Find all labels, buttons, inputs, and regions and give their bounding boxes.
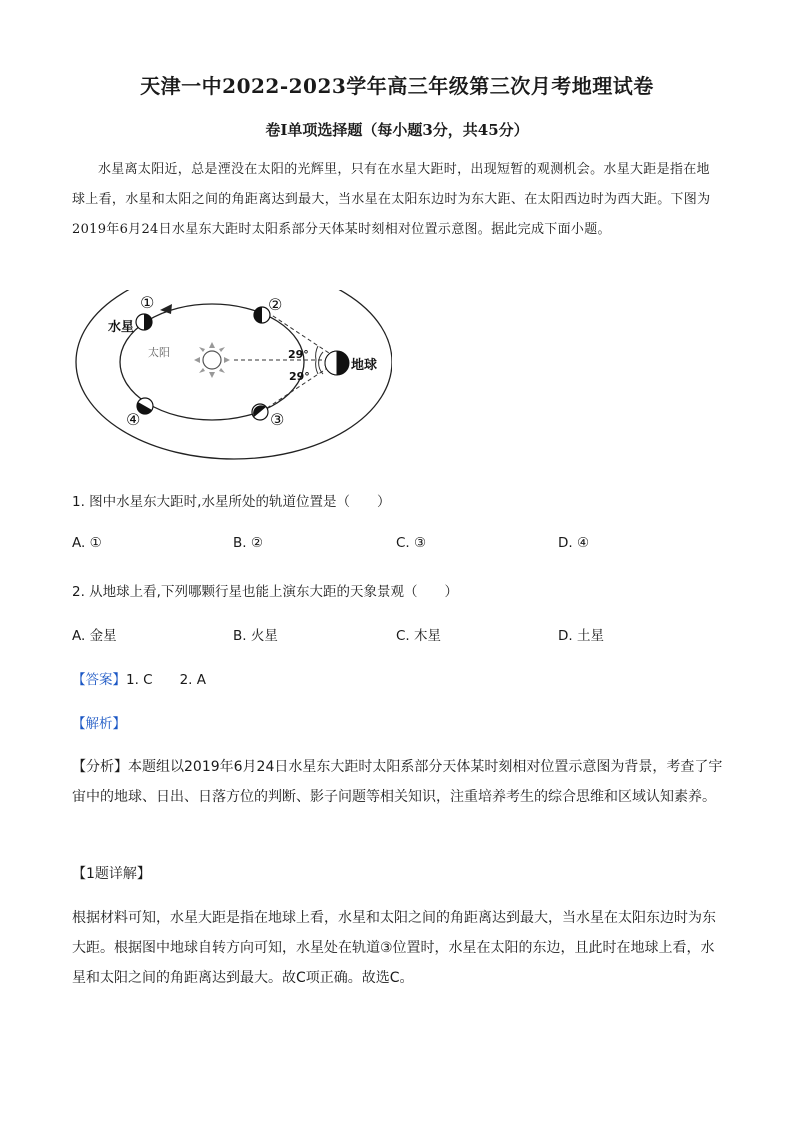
analysis-tag: 【解析】 [72,716,126,732]
detail-1-text: 根据材料可知，水星大距是指在地球上看，水星和太阳之间的角距离达到最大，当水星在太阳东边时为东大距。根据图中地球自转方向可知，水星处在轨道③位置时，水星在太阳的东边，且此时在地球上看，水星和太阳之间的角距离达到最大。故C项正确。故选C。 [72,910,716,986]
earth-label: 地球 [351,358,378,373]
reading-passage: 水星离太阳近，总是湮没在太阳的光辉里，只有在水星大距时，出现短暂的观测机会。水星大距是指在地球上看，水星和太阳之间的角距离达到最大，当水星在太阳东边时为东大距、在太阳西边时为西大距。下图为2019年6月24日水星东大距时太阳系部分天体某时刻相对位置示意图。据此完成下面小题。 [72,162,711,237]
answer-tag: 【答案】 [72,672,126,688]
q2-option-b[interactable]: B. 火星 [233,628,278,644]
sun-label: 太阳 [148,346,170,359]
q2-option-a[interactable]: A. 金星 [72,628,117,644]
angle-bottom: 29° [289,370,310,383]
section-heading: 卷I单项选择题（每小题3分，共45分） [265,121,529,139]
analysis-paragraph [72,752,724,812]
q1-option-d[interactable]: D. ④ [558,535,590,551]
question-1-stem: 1. 图中水星东大距时,水星所处的轨道位置是（ ） [72,494,391,510]
label-pos1: ① [140,293,155,312]
angle-top: 29° [288,348,309,361]
mercury-position-3 [252,404,268,420]
fenxi-text: 本题组以2019年6月24日水星东大距时太阳系部分天体某时刻相对位置示意图为背景，考查了宇宙中的地球、日出、日落方位的判断、影子问题等相关知识，注重培养考生的综合思维和区域认知素养。 [72,759,723,805]
question-2-stem: 2. 从地球上看,下列哪颗行星也能上演东大距的天象景观（ ） [72,584,458,600]
mercury-label: 水星 [108,320,135,335]
q2-option-c[interactable]: C. 木星 [396,628,442,644]
solar-system-diagram [72,290,392,460]
mercury-position-1 [136,314,152,330]
earth-orbit [76,290,392,459]
sun-icon [194,342,230,378]
q1-option-b[interactable]: B. ② [233,535,263,551]
answer-line [72,668,206,688]
q1-option-a[interactable]: A. ① [72,535,102,551]
fenxi-tag: 【分析】 [72,759,128,775]
page-title: 天津一中2022-2023学年高三年级第三次月考地理试卷 [140,74,654,98]
earth-icon [319,351,349,375]
q1-option-c[interactable]: C. ③ [396,535,427,551]
answer-text: 1. C 2. A [126,672,207,688]
label-pos3: ③ [270,410,285,429]
q2-option-d[interactable]: D. 土星 [558,628,604,644]
orbit-arrow-icon [160,304,172,314]
detail-1-tag: 【1题详解】 [72,866,151,882]
label-pos2: ② [268,295,283,314]
label-pos4: ④ [126,410,141,429]
